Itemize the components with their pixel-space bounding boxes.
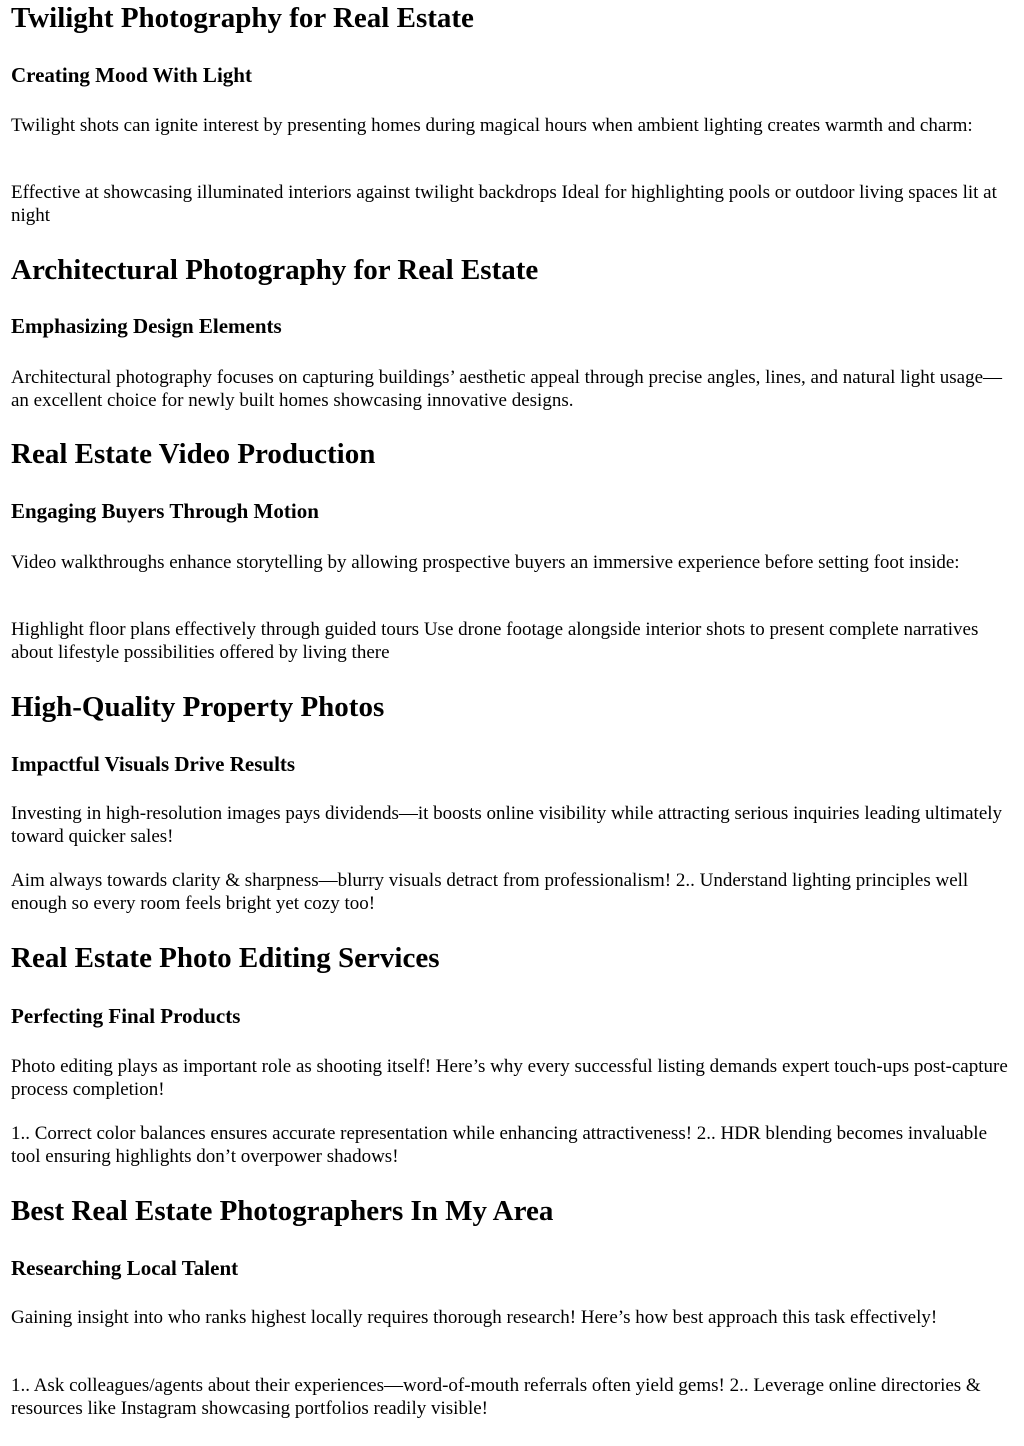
section-subheading: Impactful Visuals Drive Results [11, 752, 296, 776]
section-subheading: Emphasizing Design Elements [11, 314, 282, 338]
section-heading: Best Real Estate Photographers In My Area [11, 1195, 554, 1227]
section-subheading: Creating Mood With Light [11, 63, 252, 87]
section-subheading: Researching Local Talent [11, 1256, 239, 1280]
paragraph: 1.. Ask colleagues/agents about their experiences—word-of-mouth referrals often yield gems! 2.. Leverage online directories & resources like Instagram showcasing portfolios readily visible! [11, 1375, 981, 1419]
section-heading: Twilight Photography for Real Estate [11, 2, 474, 34]
paragraph: Effective at showcasing illuminated interiors against twilight backdrops Ideal for highlighting pools or outdoor living spaces lit at night [11, 182, 997, 226]
paragraph: 1.. Correct color balances ensures accurate representation while enhancing attractiveness! 2.. HDR blending becomes invaluable tool ensuring highlights don’t overpower shadows! [11, 1123, 988, 1167]
paragraph: Architectural photography focuses on capturing buildings’ aesthetic appeal through precise angles, lines, and natural light usage—an excellent choice for newly built homes showcasing innovative designs. [11, 367, 1003, 411]
section-heading: Real Estate Video Production [11, 438, 376, 470]
paragraph: Twilight shots can ignite interest by presenting homes during magical hours when ambient lighting creates warmth and charm: [11, 115, 973, 136]
paragraph: Gaining insight into who ranks highest locally requires thorough research! Here’s how best approach this task effectively! [11, 1307, 938, 1328]
paragraph: Photo editing plays as important role as shooting itself! Here’s why every successful listing demands expert touch-ups post-capture process completion! [11, 1056, 1008, 1100]
paragraph: Investing in high-resolution images pays dividends—it boosts online visibility while attracting serious inquiries leading ultimately toward quicker sales! [11, 803, 1003, 847]
paragraph: Aim always towards clarity & sharpness—blurry visuals detract from professionalism! 2.. Understand lighting principles well enough so every room feels bright yet cozy too! [11, 870, 969, 914]
section-heading: Real Estate Photo Editing Services [11, 942, 440, 974]
section-heading: High-Quality Property Photos [11, 691, 385, 723]
section-heading: Architectural Photography for Real Estate [11, 254, 539, 286]
section-subheading: Engaging Buyers Through Motion [11, 499, 319, 523]
section-subheading: Perfecting Final Products [11, 1004, 241, 1028]
paragraph: Highlight floor plans effectively through guided tours Use drone footage alongside interior shots to present complete narratives about lifestyle possibilities offered by living there [11, 619, 979, 663]
paragraph: Video walkthroughs enhance storytelling by allowing prospective buyers an immersive experience before setting foot inside: [11, 552, 960, 573]
